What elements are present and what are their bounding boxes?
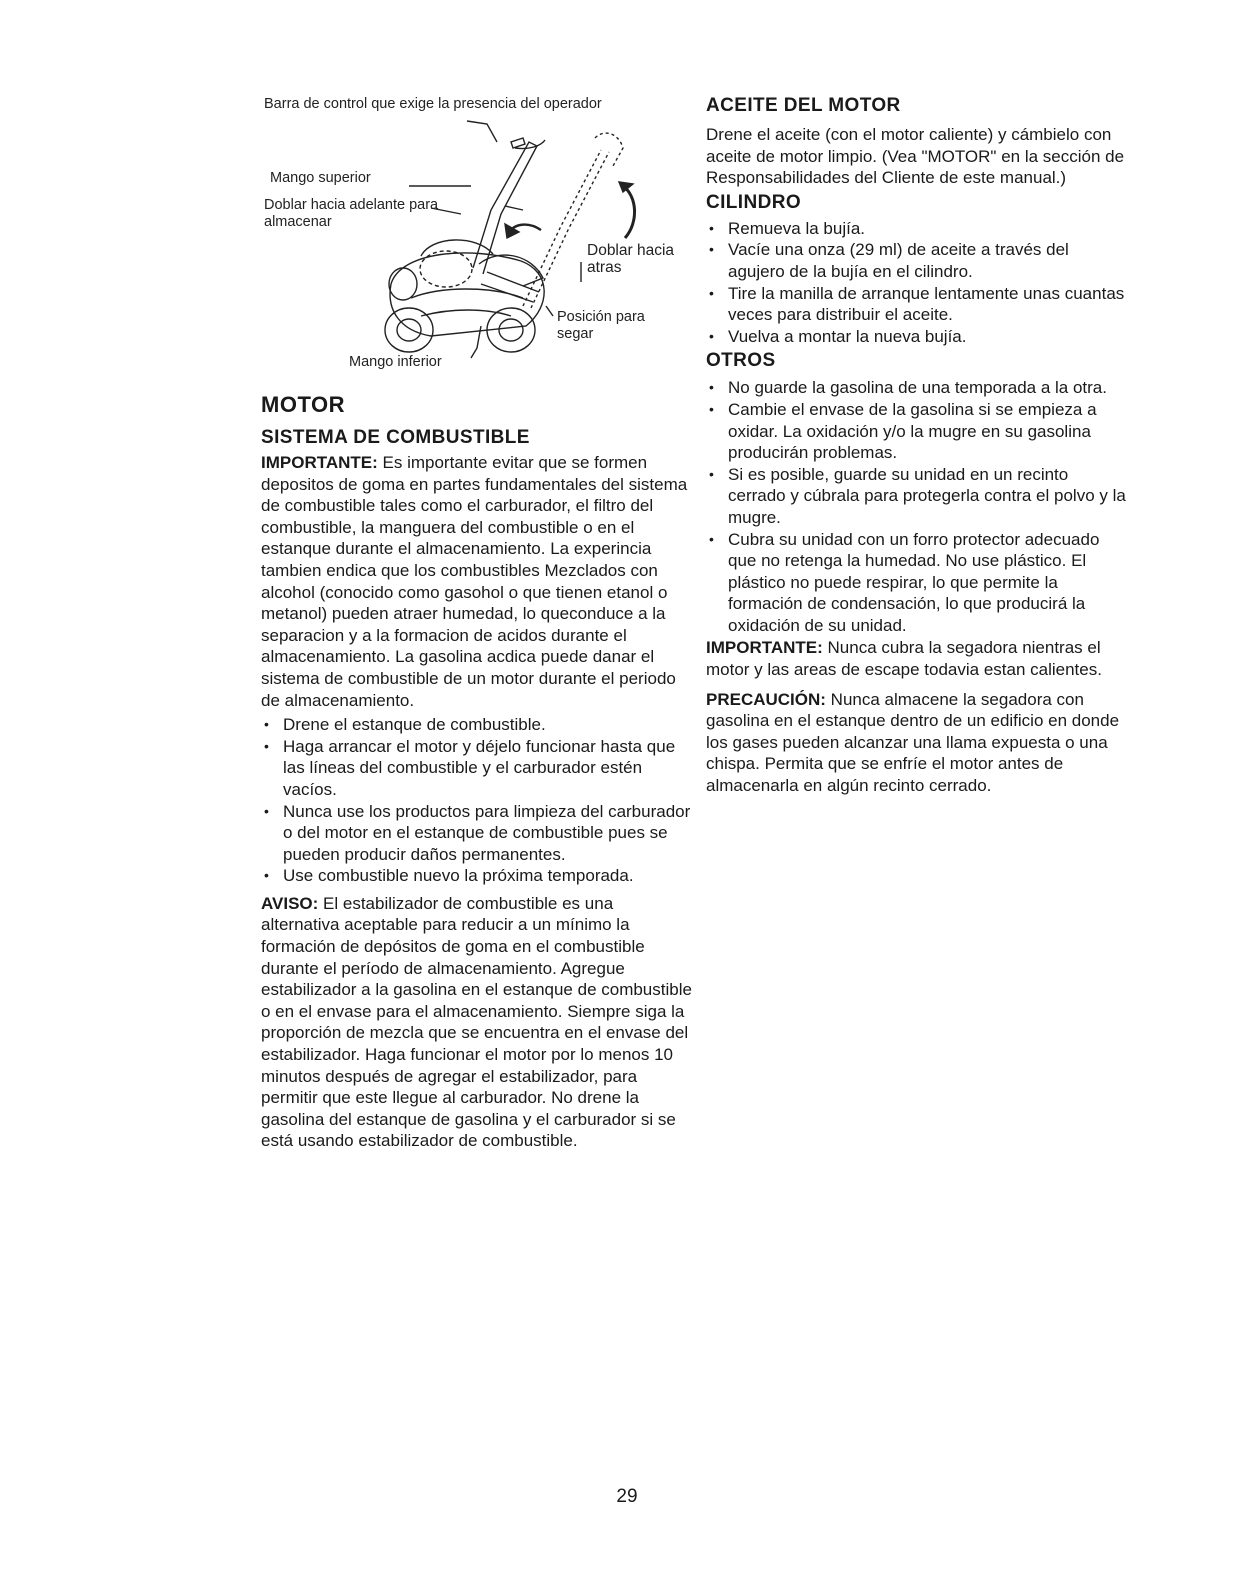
left-column (261, 86, 693, 1152)
fuel-system-heading: SISTEMA DE COMBUSTIBLE (261, 427, 530, 448)
fold-forward-label: Doblar hacia adelante para almacenar (264, 197, 439, 230)
lower-handle-label: Mango inferior (349, 354, 442, 370)
control-bar-label: Barra de control que exige la presencia del operador (264, 96, 602, 112)
importante-text: Es importante evitar que se formen depositos de goma en partes fundamentales del sistema de combustible tales como el carburador, el filtro del combustible, la manguera del combustible o en el estanque durante el almacenamiento. La experincia tambien endica que los combustibles Mezclados con alcohol (conocido como gasohol o que tienen etanol o metanol) pueden atraer humedad, lo queconduce a la separacion y a la formacion de acidos durante el almacenamiento. La gasolina acdica puede danar el sistema de combustible de un motor durante el periodo de almacenamiento. (261, 453, 688, 710)
list-item: • Cambie el envase de la gasolina si se empieza a oxidar. La oxidación y/o la mugre en su gasolina producirán problemas. (706, 399, 1130, 464)
list-item: • Drene el estanque de combustible. (261, 714, 693, 736)
motor-heading: MOTOR (261, 392, 345, 417)
importante-label: IMPORTANTE: (706, 638, 823, 658)
others-heading: OTROS (706, 350, 776, 372)
right-column (706, 94, 1130, 797)
list-item: • Nunca use los productos para limpieza del carburador o del motor en el estanque de combustible pues se pueden producir daños permanentes. (261, 801, 693, 866)
engine-oil-text: Drene el aceite (con el motor caliente) y cámbielo con aceite de motor limpio. (Vea "MOTOR" en la sección de Responsabilidades del Cliente de este manual.) (706, 125, 1125, 188)
importante-label: IMPORTANTE: (261, 453, 378, 472)
importante-text: Nunca cubra la segadora nientras el motor y las areas de escape todavia estan calientes. (706, 638, 1102, 680)
page-number: 29 (616, 1486, 638, 1507)
list-item: • Vuelva a montar la nueva bujía. (706, 326, 1130, 348)
precaucion-label: PRECAUCIÓN: (706, 689, 826, 709)
list-item: • Si es posible, guarde su unidad en un recinto cerrado y cúbrala para protegerla contra el polvo y la mugre. (706, 464, 1130, 529)
fold-back-label: Doblar hacia atras (587, 242, 675, 276)
precaucion-text: Nunca almacene la segadora con gasolina en el estanque dentro de un edificio en donde los gases pueden alcanzar una llama expuesta o una chispa. Permita que se enfríe el motor antes de almacenarla en algún recinto cerrado. (706, 689, 1120, 796)
list-item: • Use combustible nuevo la próxima temporada. (261, 865, 693, 887)
fuel-bullet-list (261, 714, 693, 887)
fuel-importante-paragraph (261, 452, 693, 711)
upper-handle-label: Mango superior (270, 170, 371, 186)
list-item: • Remueva la bujía. (706, 218, 1130, 240)
others-bullet-list (706, 377, 1130, 636)
cylinder-bullet-list (706, 218, 1130, 348)
mowing-position-label: Posición para segar (557, 309, 645, 342)
list-item: • No guarde la gasolina de una temporada a la otra. (706, 377, 1130, 399)
mower-handle-figure (261, 86, 693, 382)
list-item: • Haga arrancar el motor y déjelo funcionar hasta que las líneas del combustible y el carburador estén vacíos. (261, 736, 693, 801)
precaucion-paragraph (706, 689, 1130, 797)
aviso-paragraph (261, 893, 693, 1152)
aviso-label: AVISO: (261, 893, 319, 913)
lower-handle-lines (481, 272, 539, 302)
aviso-text: El estabilizador de combustible es una alternativa aceptable para reducir a un mínimo la formación de depósitos de goma en el combustible durante el período de almacenamiento. Agregue estabilizador a la gasolina en el estanque de combustible o en el envase para el almacenamiento. Siempre siga la proporción de mezcla que se encuentra en el envase del estabilizador. Haga funcionar el motor por lo menos 10 minutos después de agregar el estabilizador, para permitir que este llegue al carburador. No drene la gasolina del estanque de gasolina y el carburador si se está usando estabilizador de combustible. (261, 893, 692, 1151)
cylinder-heading: CILINDRO (706, 191, 802, 213)
engine (420, 251, 472, 287)
others-importante-paragraph (706, 637, 1130, 680)
engine-oil-heading: ACEITE DEL MOTOR (706, 95, 901, 116)
list-item: • Tire la manilla de arranque lentamente unas cuantas veces para distribuir el aceite. (706, 283, 1130, 326)
list-item: • Vacíe una onza (29 ml) de aceite a través del agujero de la bujía en el cilindro. (706, 239, 1130, 282)
list-item: • Cubra su unidad con un forro protector adecuado que no retenga la humedad. No use plástico. El plástico no puede respirar, lo que permite la formación de condensación, lo que producirá la oxidación de su unidad. (706, 529, 1130, 637)
